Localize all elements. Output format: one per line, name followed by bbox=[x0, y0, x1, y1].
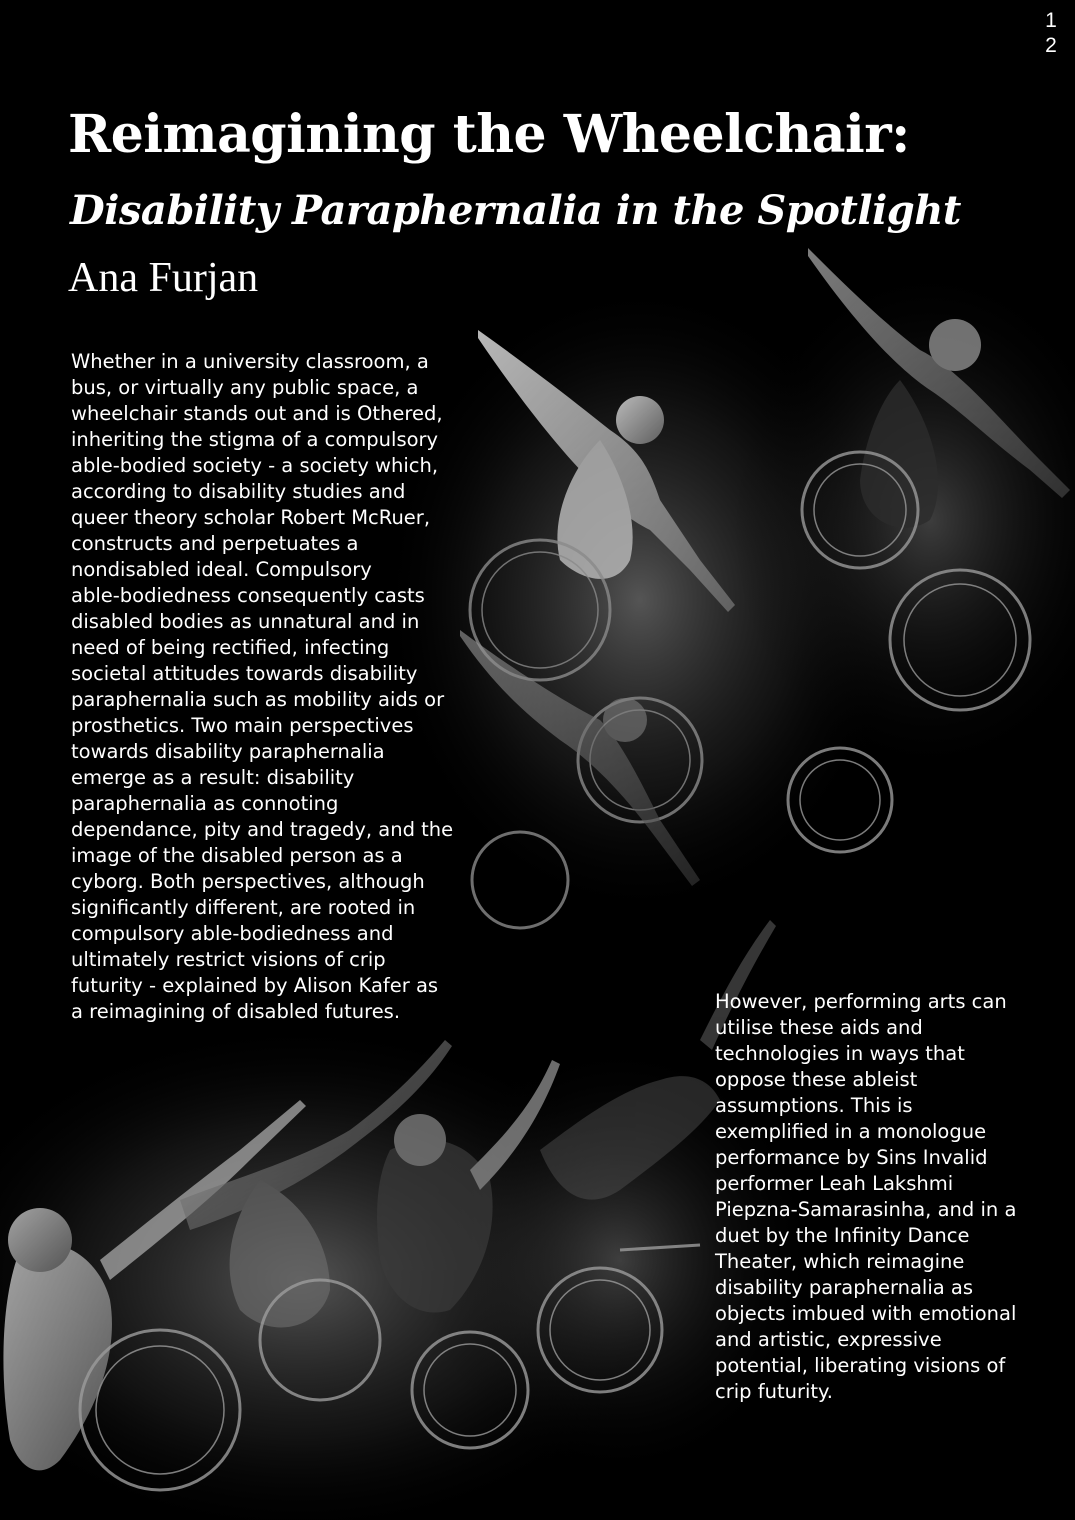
text-line: emerge as a result: disability bbox=[71, 766, 355, 789]
page-number-digit: 1 bbox=[1045, 9, 1057, 32]
page-number bbox=[1041, 8, 1061, 58]
text-line: inheriting the stigma of a compulsory bbox=[71, 428, 439, 451]
text-line: ultimately restrict visions of crip bbox=[71, 948, 386, 971]
text-line: oppose these ableist bbox=[715, 1068, 918, 1091]
text-line: towards disability paraphernalia bbox=[71, 740, 385, 763]
text-line: able-bodied society - a society which, bbox=[71, 454, 439, 477]
text-line: Piepzna-Samarasinha, and in a bbox=[715, 1198, 1017, 1221]
text-line: paraphernalia as connoting bbox=[71, 792, 339, 815]
text-line: paraphernalia such as mobility aids or bbox=[71, 688, 445, 711]
article-author: Ana Furjan bbox=[68, 255, 259, 301]
text-line: image of the disabled person as a bbox=[71, 844, 403, 867]
text-line: according to disability studies and bbox=[71, 480, 406, 503]
text-line: bus, or virtually any public space, a bbox=[71, 376, 419, 399]
text-line: objects imbued with emotional bbox=[715, 1302, 1017, 1325]
text-line: able-bodiedness consequently casts bbox=[71, 584, 425, 607]
text-line: However, performing arts can bbox=[715, 990, 1007, 1013]
text-line: assumptions. This is bbox=[715, 1094, 913, 1117]
text-line: dependance, pity and tragedy, and the bbox=[71, 818, 454, 841]
text-line: significantly different, are rooted in bbox=[71, 896, 416, 919]
article-title: Reimagining the Wheelchair: bbox=[68, 104, 910, 165]
text-line: a reimagining of disabled futures. bbox=[71, 1000, 401, 1023]
body-paragraph-2 bbox=[715, 989, 1016, 1405]
text-line: and artistic, expressive bbox=[715, 1328, 942, 1351]
text-line: constructs and perpetuates a bbox=[71, 532, 359, 555]
text-line: nondisabled ideal. Compulsory bbox=[71, 558, 372, 581]
article-subtitle: Disability Paraphernalia in the Spotlight bbox=[70, 187, 961, 234]
text-line: compulsory able-bodiedness and bbox=[71, 922, 394, 945]
text-line: crip futurity. bbox=[715, 1380, 833, 1403]
text-line: utilise these aids and bbox=[715, 1016, 923, 1039]
text-line: societal attitudes towards disability bbox=[71, 662, 418, 685]
text-line: technologies in ways that bbox=[715, 1042, 965, 1065]
text-line: prosthetics. Two main perspectives bbox=[71, 714, 414, 737]
text-line: performance by Sins Invalid bbox=[715, 1146, 988, 1169]
page-number-digit: 2 bbox=[1045, 34, 1057, 57]
body-paragraph-1 bbox=[71, 349, 453, 1025]
text-line: duet by the Infinity Dance bbox=[715, 1224, 970, 1247]
text-line: disability paraphernalia as bbox=[715, 1276, 974, 1299]
text-line: queer theory scholar Robert McRuer, bbox=[71, 506, 431, 529]
text-line: disabled bodies as unnatural and in bbox=[71, 610, 420, 633]
text-line: Theater, which reimagine bbox=[715, 1250, 965, 1273]
text-line: Whether in a university classroom, a bbox=[71, 350, 429, 373]
text-line: need of being rectified, infecting bbox=[71, 636, 390, 659]
text-line: performer Leah Lakshmi bbox=[715, 1172, 954, 1195]
text-line: potential, liberating visions of bbox=[715, 1354, 1006, 1377]
text-line: wheelchair stands out and is Othered, bbox=[71, 402, 443, 425]
text-line: cyborg. Both perspectives, although bbox=[71, 870, 425, 893]
text-line: exemplified in a monologue bbox=[715, 1120, 987, 1143]
text-line: futurity - explained by Alison Kafer as bbox=[71, 974, 439, 997]
